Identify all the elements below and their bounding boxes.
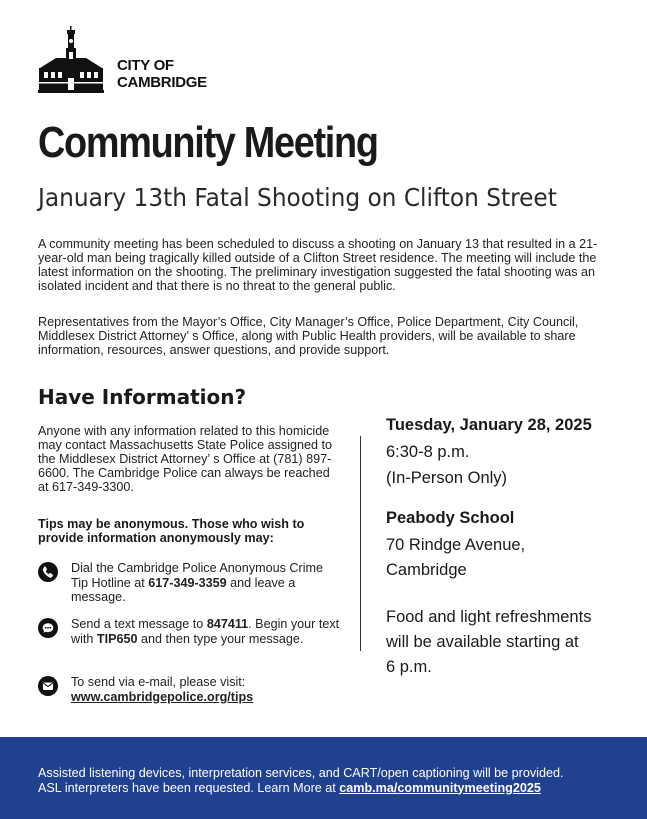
event-date [386,413,626,438]
footer-text [38,766,618,795]
event-time [386,440,626,465]
text-keyword: TIP650 [96,631,138,646]
event-address-line-2 [386,558,626,583]
chat-bubble-icon [38,618,58,638]
text-tip-text [71,617,341,646]
event-address-line-1 [386,533,626,558]
logo-wordmark [117,57,207,91]
contact-info-text: Anyone with any information related to this homicide may contact Massachusetts State Police assigned to the Middlesex District Attorney’ s Office at (781) 897-6600. The Cambridge Police can always be reached at 617-349-3300. [38,424,333,494]
anonymous-tips-heading: Tips may be anonymous. Those who wish to provide information anonymously may: [38,517,305,545]
event-venue [386,506,626,531]
refreshments-note [386,605,631,680]
hotline-number: 617-349-3359 [148,575,227,590]
community-meeting-link[interactable]: camb.ma/communitymeeting2025 [339,780,541,795]
refreshments-line-1: Food and light refreshments [386,608,592,626]
representatives-paragraph: Representatives from the Mayor’s Office, City Manager’s Office, Police Department, City Council, Middlesex District Attorney’ s Office, along with Public Health providers, will be available to share information, resources, answer questions, and provide support. [38,315,579,357]
email-tip-text [71,675,341,704]
logo-line-2: CAMBRIDGE [117,74,207,91]
event-address-1-text: 70 Rindge Avenue, [386,536,526,554]
phone-tip-text [71,561,341,605]
text-tip-mid: . Begin your text with [71,617,340,646]
page-title: Community Meeting [38,118,378,167]
event-mode-text: (In-Person Only) [386,469,508,487]
column-divider [360,436,361,651]
event-time-text: 6:30-8 p.m. [386,443,470,461]
text-tip-pre: Send a text message to [71,617,207,631]
city-logo [38,24,208,96]
city-hall-icon [38,24,113,96]
event-address-2-text: Cambridge [386,561,467,579]
footer-line-2: ASL interpreters have been requested. Learn More at [38,780,340,795]
tips-website-link[interactable]: www.cambridgepolice.org/tips [71,689,254,704]
event-date-text: Tuesday, January 28, 2025 [386,416,592,434]
logo-line-1: CITY OF [117,57,174,74]
refreshments-line-2: will be available starting at [386,633,579,651]
envelope-icon [38,676,58,696]
event-venue-text: Peabody School [386,509,515,527]
email-tip-pre: To send via e-mail, please visit: [71,675,246,689]
intro-paragraph: A community meeting has been scheduled to discuss a shooting on January 13 that resulted in a 21-year-old man being tragically killed outside of a Clifton Street residence. The meeting will include the latest information on the shooting. The preliminary investigation suggested the fatal shooting was an isolated incident and that there is no threat to the general public. [38,237,598,293]
phone-tip-post: and leave a message. [71,575,296,604]
page-subtitle: January 13th Fatal Shooting on Clifton Street [38,183,557,212]
have-information-heading: Have Information? [38,385,247,409]
refreshments-line-3: 6 p.m. [386,658,432,676]
phone-icon [38,562,58,582]
text-tip-post: and then type your message. [137,631,304,646]
event-mode [386,466,626,491]
footer-line-1: Assisted listening devices, interpretation services, and CART/open captioning will be provided. [38,766,564,780]
accessibility-footer [0,737,647,819]
text-number: 847411 [206,617,249,631]
phone-tip-pre: Dial the Cambridge Police Anonymous Crime Tip Hotline at [71,561,323,590]
